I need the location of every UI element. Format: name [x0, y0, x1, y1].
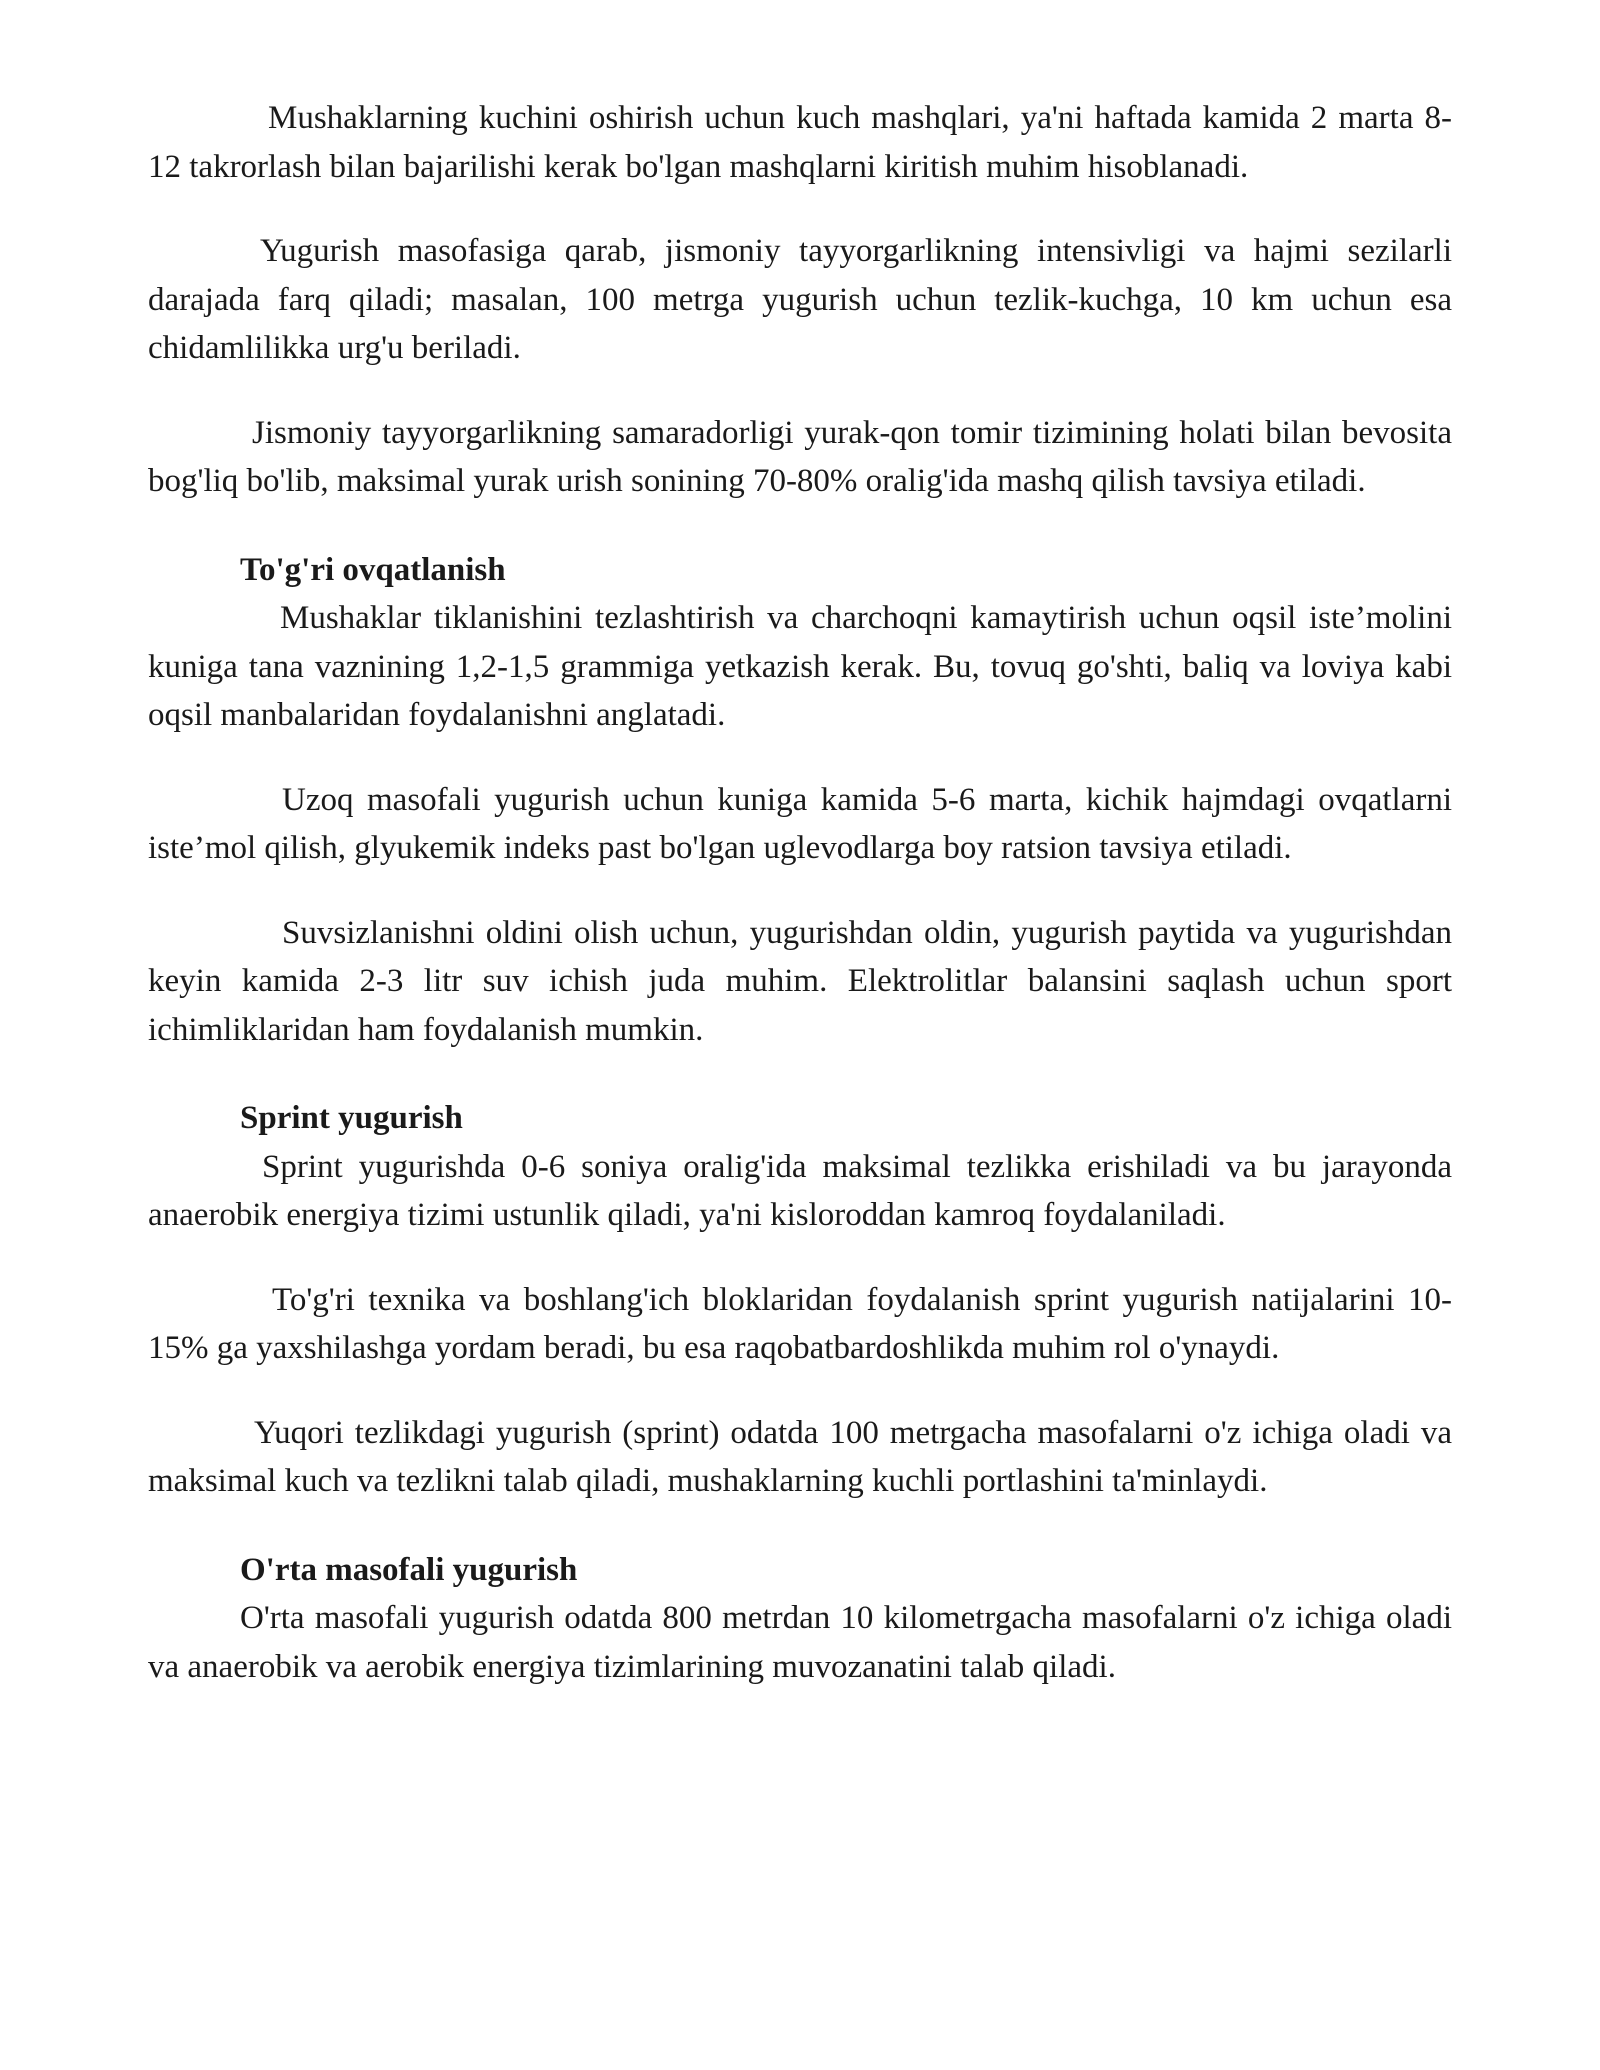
- paragraph: Suvsizlanishni oldini olish uchun, yugurishdan oldin, yugurish paytida va yugurishdan keyin kamida 2-3 litr suv ichish juda muhim. Elektrolitlar balansini saqlash uchun sport ichimliklaridan ham foydalanish mumkin.: [148, 914, 1452, 1048]
- paragraph: Yugurish masofasiga qarab, jismoniy tayyorgarlikning intensivligi va hajmi sezilarli darajada farq qiladi; masalan, 100 metrga yugurish uchun tezlik-kuchga, 10 km uchun esa chidamlilikka urg'u beriladi.: [148, 233, 1452, 366]
- section-sprint: [148, 1094, 1452, 1506]
- paragraph: O'rta masofali yugurish odatda 800 metrdan 10 kilometrgacha masofalarni o'z ichiga oladi va anaerobik va aerobik energiya tizimlarining muvozanatini talab qiladi.: [148, 1600, 1452, 1685]
- paragraph: Uzoq masofali yugurish uchun kuniga kamida 5-6 marta, kichik hajmdagi ovqatlarni iste’mol qilish, glyukemik indeks past bo'lgan uglevodlarga boy ratsion tavsiya etiladi.: [148, 781, 1452, 866]
- section-heading: To'g'ri ovqatlanish: [240, 551, 506, 588]
- section-nutrition: [148, 546, 1452, 1055]
- paragraph: Mushaklar tiklanishini tezlashtirish va charchoqni kamaytirish uchun oqsil iste’molini kuniga tana vaznining 1,2-1,5 grammiga yetkazish kerak. Bu, tovuq go'shti, baliq va loviya kabi oqsil manbalaridan foydalanishni anglatadi.: [148, 600, 1452, 733]
- paragraph: Sprint yugurishda 0-6 soniya oralig'ida maksimal tezlikka erishiladi va bu jarayonda anaerobik energiya tizimi ustunlik qiladi, ya'ni kisloroddan kamroq foydalaniladi.: [148, 1148, 1452, 1233]
- paragraph: Jismoniy tayyorgarlikning samaradorligi yurak-qon tomir tizimining holati bilan bevosita bog'liq bo'lib, maksimal yurak urish sonining 70-80% oralig'ida mashq qilish tavsiya etiladi.: [148, 414, 1452, 499]
- section-heading: Sprint yugurish: [240, 1100, 463, 1136]
- paragraph: To'g'ri texnika va boshlang'ich bloklaridan foydalanish sprint yugurish natijalarini 10-15% ga yaxshilashga yordam beradi, bu esa raqobatbardoshlikda muhim rol o'ynaydi.: [148, 1281, 1452, 1366]
- section-heading: O'rta masofali yugurish: [240, 1551, 578, 1588]
- document-page: [148, 94, 1452, 1691]
- paragraph: Mushaklarning kuchini oshirish uchun kuch mashqlari, ya'ni haftada kamida 2 marta 8-12 takrorlash bilan bajarilishi kerak bo'lgan mashqlarni kiritish muhim hisoblanadi.: [148, 100, 1452, 185]
- section-middle-distance: [148, 1546, 1452, 1692]
- paragraph: Yuqori tezlikdagi yugurish (sprint) odatda 100 metrgacha masofalarni o'z ichiga oladi va maksimal kuch va tezlikni talab qiladi, mushaklarning kuchli portlashini ta'minlaydi.: [148, 1414, 1452, 1499]
